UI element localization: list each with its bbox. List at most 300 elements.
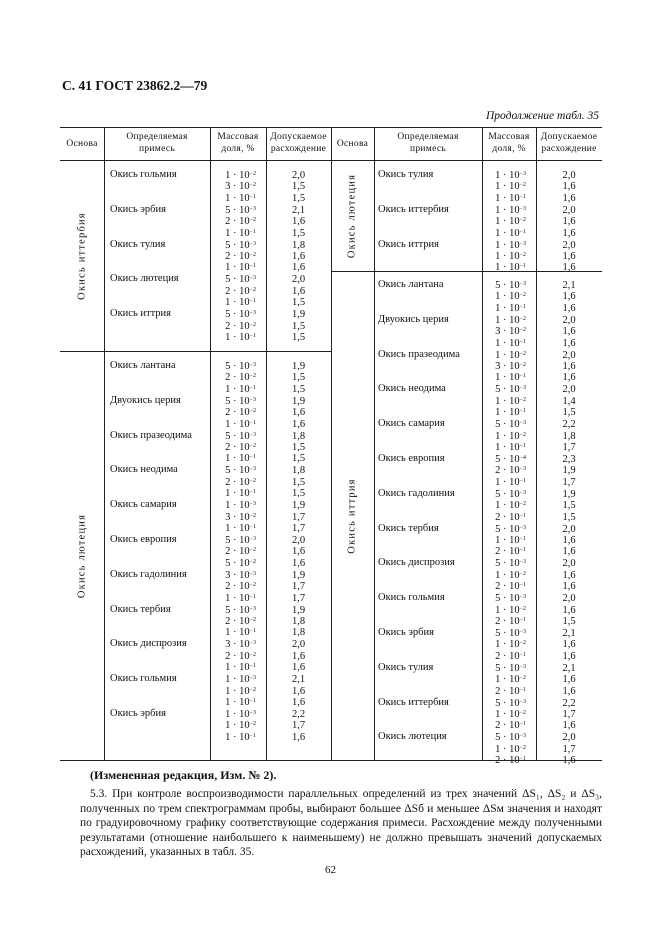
mass-fraction-value: 2 · 10 [225, 615, 250, 627]
tolerance-value: 1,5 [562, 500, 576, 512]
tolerance-cell [266, 431, 331, 465]
tolerance-value: 2,0 [291, 639, 306, 651]
tolerance-value: 1,6 [291, 262, 306, 274]
mass-fraction-value: 3 · 10 [225, 569, 250, 581]
mass-fraction-value: 1 · 10 [225, 592, 250, 604]
mass-fraction-exponent: −3 [249, 501, 256, 508]
mass-fraction-value: 5 · 10 [495, 419, 520, 431]
mass-fraction-exponent: −3 [519, 524, 526, 531]
tolerance-value: 1,6 [562, 720, 576, 732]
mass-fraction-exponent: −2 [519, 675, 526, 682]
mass-fraction-exponent: −1 [519, 535, 526, 542]
mass-fraction-exponent: −1 [519, 547, 526, 554]
tolerance-value: 1,6 [291, 557, 306, 569]
mass-fraction-value: 1 · 10 [495, 476, 520, 488]
impurity-name: Окись иттербия [378, 203, 449, 215]
mass-fraction-exponent: −1 [249, 489, 256, 496]
tolerance-value: 1,5 [291, 383, 306, 395]
tolerance-cell [266, 396, 331, 430]
tolerance-value: 1,6 [291, 546, 306, 558]
tolerance-value: 2,0 [562, 204, 576, 216]
mass-fraction-value: 2 · 10 [495, 755, 520, 767]
mass-fraction-exponent: −2 [519, 744, 526, 751]
mass-fraction-value: 1 · 10 [225, 522, 250, 534]
mass-fraction-exponent: −2 [519, 350, 526, 357]
mass-fraction-exponent: −3 [249, 605, 256, 612]
mass-fraction-cell [482, 205, 526, 239]
mass-fraction-value: 1 · 10 [495, 170, 520, 181]
tolerance-value: 1,7 [291, 720, 306, 732]
mass-fraction-value: 5 · 10 [225, 395, 250, 407]
mass-fraction-value: 5 · 10 [225, 361, 250, 372]
mass-fraction-value: 5 · 10 [495, 697, 520, 709]
mass-fraction-cell [482, 350, 526, 384]
mass-fraction-exponent: −2 [249, 408, 256, 415]
col-header-fraction-right: Массовая доля, % [488, 132, 530, 154]
mass-fraction-value: 2 · 10 [495, 511, 520, 523]
tolerance-value: 1,9 [291, 500, 306, 512]
tolerance-cell [536, 350, 602, 384]
tolerance-value: 1,6 [562, 639, 576, 651]
mass-fraction-exponent: −1 [249, 419, 256, 426]
mass-fraction-exponent: −2 [249, 321, 256, 328]
mass-fraction-value: 5 · 10 [225, 239, 250, 251]
mass-fraction-exponent: −1 [519, 373, 526, 380]
tolerance-value: 1,8 [291, 239, 306, 251]
mass-fraction-cell [210, 639, 256, 673]
mass-fraction-value: 1 · 10 [495, 407, 520, 419]
impurity-name: Окись тулия [378, 661, 434, 673]
mass-fraction-value: 2 · 10 [495, 685, 520, 697]
tolerance-value: 1,7 [562, 441, 576, 453]
impurity-name: Окись эрбия [110, 203, 166, 215]
tolerance-value: 1,6 [291, 685, 306, 697]
mass-fraction-value: 1 · 10 [495, 534, 520, 546]
tolerance-value: 1,5 [562, 407, 576, 419]
tolerance-value: 1,6 [562, 326, 576, 338]
tolerance-value: 1,6 [562, 581, 576, 593]
mass-fraction-value: 2 · 10 [495, 465, 520, 477]
impurity-name: Окись европия [110, 534, 177, 545]
mass-fraction-exponent: −1 [519, 193, 526, 200]
mass-fraction-exponent: −3 [249, 396, 256, 403]
mass-fraction-value: 1 · 10 [225, 627, 250, 639]
mass-fraction-exponent: −1 [249, 454, 256, 461]
impurity-name: Окись диспрозия [378, 557, 455, 569]
mass-fraction-value: 3 · 10 [495, 360, 520, 372]
mass-fraction-value: 2 · 10 [225, 320, 250, 332]
mass-fraction-exponent: −3 [249, 570, 256, 577]
mass-fraction-value: 5 · 10 [225, 604, 250, 616]
mass-fraction-cell [482, 489, 526, 523]
mass-fraction-exponent: −2 [519, 182, 526, 189]
mass-fraction-exponent: −3 [249, 431, 256, 438]
tolerance-value: 2,2 [562, 419, 576, 431]
base-label: Окись лютеция [76, 513, 88, 599]
mass-fraction-exponent: −3 [519, 171, 526, 177]
mass-fraction-exponent: −2 [519, 315, 526, 322]
mass-fraction-exponent: −2 [249, 373, 256, 380]
tolerance-cell [536, 205, 602, 239]
impurity-name: Окись гадолиния [378, 487, 455, 499]
mass-fraction-exponent: −1 [519, 686, 526, 693]
mass-fraction-exponent: −2 [519, 327, 526, 334]
mass-fraction-value: 1 · 10 [225, 192, 250, 204]
tolerance-value: 2,0 [562, 170, 576, 181]
tolerance-value: 2,0 [562, 384, 576, 396]
impurity-name: Окись диспрозия [110, 638, 187, 650]
mass-fraction-cell [210, 535, 256, 569]
tolerance-value: 1,6 [562, 227, 576, 239]
base-label: Окись лютеция [346, 173, 358, 259]
tolerance-value: 1,5 [291, 181, 306, 193]
col-header-base-left: Основа [66, 139, 98, 149]
mass-fraction-exponent: −1 [519, 512, 526, 519]
mass-fraction-value: 1 · 10 [495, 500, 520, 512]
mass-fraction-exponent: −1 [249, 663, 256, 670]
mass-fraction-exponent: −2 [519, 431, 526, 438]
mass-fraction-value: 1 · 10 [495, 372, 520, 384]
tolerance-value: 1,6 [562, 262, 576, 274]
impurity-name: Окись тербия [110, 603, 171, 615]
mass-fraction-cell [210, 309, 256, 343]
tolerance-value: 1,6 [562, 569, 576, 581]
mass-fraction-value: 5 · 10 [225, 557, 250, 569]
mass-fraction-exponent: −2 [249, 582, 256, 589]
impurity-name: Окись лютеция [378, 731, 447, 743]
impurity-name: Окись празеодима [378, 348, 460, 360]
mass-fraction-exponent: −3 [519, 205, 526, 212]
tolerance-value: 2,1 [562, 628, 576, 639]
tolerance-cell [266, 240, 331, 274]
mass-fraction-value: 1 · 10 [495, 302, 520, 314]
tolerance-value: 1,6 [562, 534, 576, 546]
tolerance-value: 2,0 [562, 523, 576, 535]
mass-fraction-exponent: −4 [519, 455, 526, 461]
impurity-name: Окись тулия [378, 169, 434, 180]
mass-fraction-value: 1 · 10 [495, 430, 520, 442]
tolerance-value: 1,6 [562, 181, 576, 193]
mass-fraction-exponent: −1 [519, 477, 526, 484]
mass-fraction-cell [482, 240, 526, 274]
mass-fraction-value: 5 · 10 [495, 488, 520, 500]
mass-fraction-value: 2 · 10 [225, 581, 250, 593]
mass-fraction-exponent: −1 [519, 442, 526, 449]
impurity-name: Окись лютеция [110, 273, 179, 285]
mass-fraction-cell [210, 674, 256, 708]
tolerance-value: 1,6 [562, 604, 576, 616]
tolerance-cell [536, 240, 602, 274]
mass-fraction-exponent: −2 [519, 640, 526, 647]
mass-fraction-exponent: −1 [249, 332, 256, 339]
tolerance-value: 1,7 [562, 476, 576, 488]
mass-fraction-exponent: −1 [519, 338, 526, 345]
tolerance-value: 2,0 [562, 732, 576, 744]
mass-fraction-value: 3 · 10 [495, 326, 520, 338]
mass-fraction-value: 5 · 10 [225, 204, 250, 216]
col-header-impurity-left: Определяемая примесь [126, 132, 188, 154]
tolerance-value: 1,6 [291, 418, 306, 430]
tolerance-value: 1,6 [562, 674, 576, 686]
mass-fraction-value: 2 · 10 [495, 615, 520, 627]
tolerance-cell [536, 384, 602, 418]
mass-fraction-value: 1 · 10 [495, 337, 520, 349]
mass-fraction-value: 3 · 10 [225, 181, 250, 193]
mass-fraction-cell [210, 274, 256, 308]
mass-fraction-exponent: −2 [249, 512, 256, 519]
impurity-name: Окись гольмия [110, 673, 177, 685]
mass-fraction-cell [482, 732, 526, 766]
tolerance-value: 1,6 [291, 696, 306, 708]
mass-fraction-exponent: −3 [519, 240, 526, 247]
tolerance-value: 1,6 [562, 650, 576, 662]
tolerance-value: 2,0 [291, 170, 306, 181]
tolerance-value: 1,9 [291, 569, 306, 581]
tolerance-value: 1,8 [291, 627, 306, 639]
tolerance-cell [536, 593, 602, 627]
mass-fraction-value: 1 · 10 [225, 383, 250, 395]
tolerance-value: 1,6 [562, 291, 576, 303]
impurity-name: Окись иттрия [110, 308, 172, 320]
mass-fraction-cell [210, 170, 256, 204]
mass-fraction-value: 2 · 10 [225, 372, 250, 384]
impurity-name: Окись самария [110, 499, 177, 511]
mass-fraction-value: 2 · 10 [495, 720, 520, 732]
mass-fraction-value: 1 · 10 [225, 685, 250, 697]
mass-fraction-value: 2 · 10 [495, 581, 520, 593]
mass-fraction-value: 1 · 10 [225, 418, 250, 430]
mass-fraction-cell [482, 593, 526, 627]
tolerance-value: 1,5 [291, 227, 306, 239]
impurity-name: Окись европия [378, 453, 445, 464]
tolerance-cell [266, 205, 331, 239]
mass-fraction-exponent: −2 [519, 292, 526, 299]
mass-fraction-value: 5 · 10 [495, 628, 520, 639]
mass-fraction-value: 1 · 10 [495, 639, 520, 651]
mass-fraction-exponent: −1 [249, 298, 256, 305]
mass-fraction-exponent: −1 [519, 303, 526, 310]
impurity-name: Окись тулия [110, 238, 166, 250]
tolerance-value: 1,5 [291, 441, 306, 453]
page-header: С. 41 ГОСТ 23862.2—79 [62, 78, 208, 93]
mass-fraction-value: 1 · 10 [495, 262, 520, 274]
mass-fraction-exponent: −2 [249, 721, 256, 728]
mass-fraction-cell [482, 524, 526, 558]
mass-fraction-exponent: −3 [519, 420, 526, 427]
mass-fraction-exponent: −3 [519, 385, 526, 392]
mass-fraction-exponent: −3 [249, 362, 256, 368]
tolerance-value: 1,6 [291, 731, 306, 743]
mass-fraction-exponent: −2 [249, 651, 256, 658]
mass-fraction-value: 2 · 10 [495, 650, 520, 662]
impurity-name: Окись неодима [110, 464, 178, 476]
mass-fraction-exponent: −3 [519, 663, 526, 670]
mass-fraction-cell [210, 500, 256, 534]
mass-fraction-cell [482, 558, 526, 592]
tolerance-cell [266, 500, 331, 534]
mass-fraction-exponent: −2 [249, 251, 256, 258]
mass-fraction-cell [482, 280, 526, 314]
tolerance-value: 1,6 [562, 685, 576, 697]
mass-fraction-cell [210, 570, 256, 604]
tolerance-cell [536, 280, 602, 314]
tolerance-value: 2,3 [562, 454, 576, 465]
mass-fraction-exponent: −3 [249, 466, 256, 473]
mass-fraction-exponent: −3 [519, 629, 526, 635]
mass-fraction-exponent: −1 [249, 697, 256, 704]
tolerance-value: 2,0 [562, 349, 576, 361]
tolerance-value: 1,6 [291, 650, 306, 662]
tolerance-value: 2,0 [291, 274, 306, 286]
tolerance-value: 1,5 [291, 372, 306, 384]
tolerance-value: 1,7 [291, 592, 306, 604]
mass-fraction-exponent: −1 [249, 228, 256, 235]
mass-fraction-value: 1 · 10 [225, 696, 250, 708]
mass-fraction-value: 1 · 10 [225, 731, 250, 743]
page-number: 62 [325, 864, 336, 876]
mass-fraction-value: 5 · 10 [225, 535, 250, 546]
mass-fraction-value: 2 · 10 [225, 476, 250, 488]
tolerance-value: 1,6 [562, 192, 576, 204]
tolerance-value: 1,6 [562, 216, 576, 228]
mass-fraction-value: 5 · 10 [495, 384, 520, 396]
mass-fraction-value: 2 · 10 [225, 285, 250, 297]
impurity-name: Окись гольмия [378, 592, 445, 604]
tolerance-value: 2,0 [562, 558, 576, 570]
tolerance-value: 1,9 [291, 395, 306, 407]
mass-fraction-exponent: −3 [519, 698, 526, 705]
impurity-name: Окись лантана [378, 279, 444, 290]
tolerance-value: 1,6 [562, 250, 576, 262]
mass-fraction-cell [482, 315, 526, 349]
mass-fraction-cell [210, 431, 256, 465]
mass-fraction-value: 1 · 10 [225, 262, 250, 274]
mass-fraction-cell [482, 170, 526, 204]
mass-fraction-cell [482, 698, 526, 732]
impurity-name: Окись тербия [378, 522, 439, 534]
mass-fraction-value: 3 · 10 [225, 639, 250, 651]
tolerance-value: 2,2 [562, 697, 576, 709]
mass-fraction-value: 1 · 10 [495, 314, 520, 326]
mass-fraction-value: 1 · 10 [495, 204, 520, 216]
mass-fraction-value: 1 · 10 [495, 181, 520, 193]
mass-fraction-value: 1 · 10 [495, 216, 520, 228]
tolerance-value: 1,9 [291, 361, 306, 372]
mass-fraction-exponent: −3 [519, 281, 526, 287]
tolerance-value: 1,7 [562, 708, 576, 720]
tolerance-cell [266, 465, 331, 499]
mass-fraction-exponent: −3 [249, 240, 256, 247]
mass-fraction-value: 2 · 10 [225, 650, 250, 662]
base-label: Окись иттрия [346, 477, 358, 554]
tolerance-value: 1,6 [562, 360, 576, 372]
col-header-impurity-right: Определяемая примесь [397, 132, 459, 154]
tolerance-cell [536, 315, 602, 349]
mass-fraction-exponent: −3 [519, 594, 526, 601]
mass-fraction-exponent: −1 [519, 582, 526, 589]
mass-fraction-value: 1 · 10 [495, 239, 520, 251]
col-header-tolerance-left: Допускаемое расхождение [270, 132, 327, 154]
mass-fraction-cell [482, 384, 526, 418]
impurity-name: Окись лантана [110, 360, 176, 371]
mass-fraction-cell [210, 709, 256, 743]
mass-fraction-value: 1 · 10 [495, 604, 520, 616]
tolerance-value: 1,9 [562, 488, 576, 500]
tolerance-value: 1,4 [562, 395, 576, 407]
mass-fraction-cell [210, 605, 256, 639]
tolerance-cell [266, 674, 331, 708]
mass-fraction-value: 1 · 10 [495, 291, 520, 303]
mass-fraction-value: 2 · 10 [225, 216, 250, 228]
mass-fraction-value: 1 · 10 [225, 488, 250, 500]
mass-fraction-exponent: −2 [519, 570, 526, 577]
mass-fraction-value: 2 · 10 [495, 546, 520, 558]
tolerance-value: 1,8 [562, 430, 576, 442]
mass-fraction-exponent: −2 [249, 171, 256, 177]
mass-fraction-value: 5 · 10 [495, 454, 520, 465]
mass-fraction-exponent: −1 [519, 721, 526, 728]
tolerance-value: 1,6 [562, 302, 576, 314]
mass-fraction-exponent: −2 [519, 251, 526, 258]
tolerance-cell [536, 524, 602, 558]
col-header-tolerance-right: Допускаемое расхождение [540, 132, 598, 154]
tolerance-value: 2,1 [291, 674, 306, 686]
mass-fraction-value: 5 · 10 [495, 732, 520, 744]
mass-fraction-value: 1 · 10 [225, 331, 250, 343]
mass-fraction-value: 1 · 10 [225, 170, 250, 181]
tolerance-cell [266, 605, 331, 639]
tolerance-value: 1,7 [291, 522, 306, 534]
mass-fraction-value: 1 · 10 [495, 192, 520, 204]
tolerance-value: 1,6 [291, 407, 306, 419]
tolerance-value: 1,8 [291, 615, 306, 627]
mass-fraction-value: 1 · 10 [495, 569, 520, 581]
mass-fraction-exponent: −1 [519, 408, 526, 415]
tolerance-cell [266, 535, 331, 569]
mass-fraction-value: 5 · 10 [495, 280, 520, 291]
mass-fraction-cell [482, 419, 526, 453]
mass-fraction-exponent: −1 [249, 263, 256, 270]
mass-fraction-exponent: −1 [519, 263, 526, 270]
mass-fraction-exponent: −3 [249, 536, 256, 542]
tolerance-value: 2,0 [562, 239, 576, 251]
mass-fraction-value: 1 · 10 [495, 349, 520, 361]
mass-fraction-value: 5 · 10 [225, 309, 250, 321]
tolerance-cell [536, 558, 602, 592]
tolerance-cell [266, 361, 331, 395]
mass-fraction-exponent: −2 [519, 217, 526, 224]
tolerance-value: 1,6 [291, 662, 306, 674]
mass-fraction-value: 5 · 10 [495, 523, 520, 535]
tolerance-value: 1,6 [562, 546, 576, 558]
mass-fraction-cell [210, 205, 256, 239]
mass-fraction-exponent: −3 [249, 710, 256, 716]
mass-fraction-exponent: −2 [519, 709, 526, 716]
mass-fraction-value: 5 · 10 [495, 662, 520, 674]
mass-fraction-exponent: −3 [249, 675, 256, 682]
mass-fraction-exponent: −2 [249, 182, 256, 189]
mass-fraction-value: 2 · 10 [225, 407, 250, 419]
tolerance-value: 2,0 [562, 314, 576, 326]
mass-fraction-exponent: −1 [249, 628, 256, 635]
tolerance-value: 1,5 [291, 320, 306, 332]
tolerance-value: 1,8 [291, 430, 306, 442]
tolerance-value: 1,9 [562, 465, 576, 477]
tolerance-value: 1,5 [291, 453, 306, 465]
mass-fraction-value: 1 · 10 [495, 227, 520, 239]
mass-fraction-exponent: −3 [249, 205, 256, 212]
mass-fraction-exponent: −1 [249, 593, 256, 600]
